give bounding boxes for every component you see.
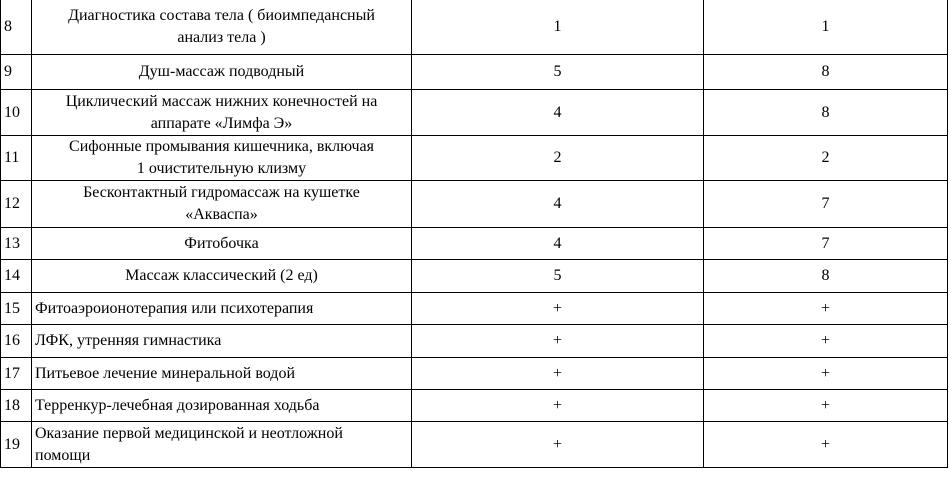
- count-column-2: 2: [704, 136, 948, 181]
- procedure-name: [32, 228, 412, 260]
- procedure-name: [32, 293, 412, 325]
- procedure-name-line: «Акваспа»: [185, 206, 258, 223]
- table-row: [1, 90, 948, 136]
- count-column-1: 5: [412, 260, 704, 293]
- table-row: [1, 422, 948, 468]
- procedure-name-line: Сифонные промывания кишечника, включая: [69, 138, 374, 155]
- count-column-1: 5: [412, 55, 704, 90]
- procedure-name: [32, 90, 412, 136]
- table-row: [1, 260, 948, 293]
- count-column-1: +: [412, 358, 704, 390]
- procedure-name: [32, 0, 412, 55]
- count-column-1: 4: [412, 181, 704, 228]
- row-number: 10: [1, 90, 32, 136]
- row-number: 11: [1, 136, 32, 181]
- count-column-2: +: [704, 390, 948, 422]
- procedure-name-line: аппарате «Лимфа Э»: [150, 114, 293, 132]
- row-number: 19: [1, 422, 32, 468]
- procedure-name-line: Фитоаэроионотерапия или психотерапия: [35, 299, 314, 317]
- procedure-name: [32, 136, 412, 181]
- procedure-name: [32, 55, 412, 90]
- procedure-name: [32, 325, 412, 358]
- count-column-1: 2: [412, 136, 704, 181]
- row-number: 13: [1, 228, 32, 260]
- row-number: 12: [1, 181, 32, 228]
- count-column-2: +: [704, 293, 948, 325]
- table-row: [1, 181, 948, 228]
- row-number: 15: [1, 293, 32, 325]
- count-column-1: 1: [412, 0, 704, 55]
- row-number: 9: [1, 55, 32, 90]
- table-row: [1, 228, 948, 260]
- procedure-name-line: Бесконтактный гидромассаж на кушетке: [83, 184, 360, 201]
- procedure-name: [32, 181, 412, 228]
- procedure-name: [32, 390, 412, 422]
- count-column-1: +: [412, 390, 704, 422]
- count-column-1: +: [412, 325, 704, 358]
- procedure-name-line: анализ тела ): [177, 29, 266, 46]
- count-column-2: +: [704, 422, 948, 468]
- table-row: [1, 136, 948, 181]
- procedure-name-line: Терренкур-лечебная дозированная ходьба: [35, 396, 320, 414]
- procedure-name-line: 1 очистительную клизму: [136, 160, 307, 177]
- row-number: 14: [1, 260, 32, 293]
- count-column-2: 7: [704, 181, 948, 228]
- procedure-name: [32, 358, 412, 390]
- procedure-name-line: Циклический массаж нижних конечностей на: [65, 92, 378, 110]
- procedure-name-line: Душ-массаж подводный: [138, 63, 305, 80]
- procedure-name-line: Питьевое лечение минеральной водой: [35, 364, 295, 382]
- procedures-table-body: [1, 0, 948, 468]
- count-column-2: 7: [704, 228, 948, 260]
- table-row: [1, 55, 948, 90]
- count-column-1: 4: [412, 90, 704, 136]
- count-column-1: +: [412, 422, 704, 468]
- table-row: [1, 390, 948, 422]
- count-column-2: 8: [704, 90, 948, 136]
- row-number: 18: [1, 390, 32, 422]
- procedure-name: [32, 422, 412, 468]
- procedure-name-line: ЛФК, утренняя гимнастика: [35, 332, 222, 349]
- table-row: [1, 293, 948, 325]
- procedure-name-line: Фитобочка: [184, 234, 259, 252]
- procedure-name-line: Оказание первой медицинской и неотложной: [35, 424, 343, 442]
- row-number: 17: [1, 358, 32, 390]
- count-column-1: 4: [412, 228, 704, 260]
- count-column-2: 8: [704, 260, 948, 293]
- count-column-2: 1: [704, 0, 948, 55]
- count-column-2: +: [704, 325, 948, 358]
- procedure-name-line: Диагностика состава тела ( биоимпедансный: [68, 7, 375, 24]
- count-column-2: 8: [704, 55, 948, 90]
- row-number: 8: [1, 0, 32, 55]
- procedure-name-line: Массаж классический (2 ед): [125, 267, 318, 284]
- row-number: 16: [1, 325, 32, 358]
- count-column-2: +: [704, 358, 948, 390]
- table-row: [1, 358, 948, 390]
- table-row: [1, 0, 948, 55]
- procedure-name-line: помощи: [35, 446, 91, 464]
- procedure-name: [32, 260, 412, 293]
- count-column-1: +: [412, 293, 704, 325]
- table-row: [1, 325, 948, 358]
